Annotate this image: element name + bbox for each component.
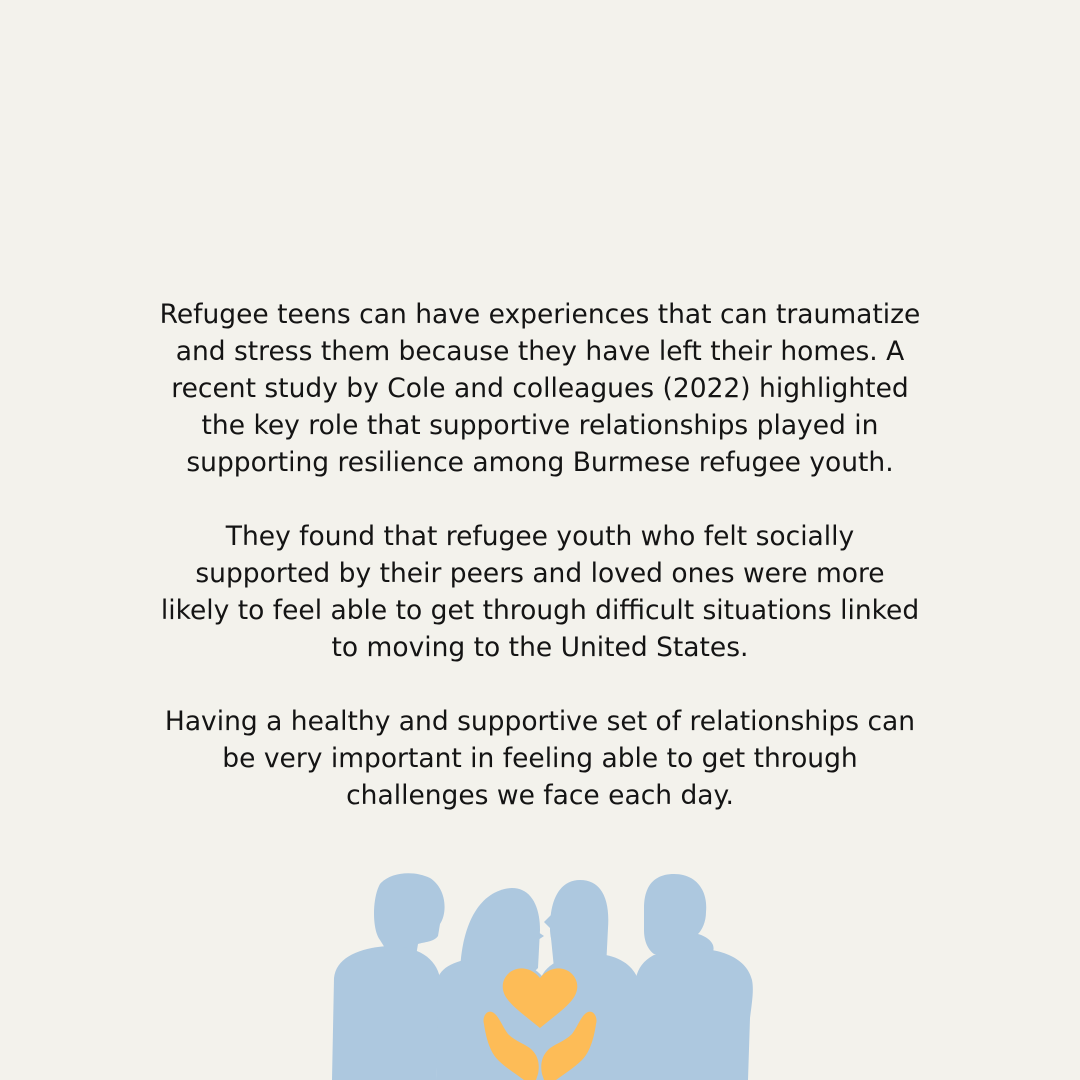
person-4-head	[644, 874, 714, 960]
people-holding-heart-icon	[318, 868, 762, 1080]
person-2-face	[514, 908, 544, 960]
paragraph-findings: They found that refugee youth who felt socially supported by their peers and loved ones were more likely to feel able to get through difficult situations linked to moving to the United States.	[160, 521, 920, 663]
paragraph-conclusion: Having a healthy and supportive set of relationships can be very important in feeling able to get through challenges we face each day.	[164, 706, 916, 811]
person-4-body	[634, 948, 753, 1080]
person-1-head	[374, 873, 445, 956]
person-3-face	[544, 914, 574, 956]
paragraph-intro: Refugee teens can have experiences that can traumatize and stress them because they have left their homes. A recent study by Cole and colleagues (2022) highlighted the key role that supportive relationships played in supporting resilience among Burmese refugee youth.	[159, 299, 921, 478]
person-1-body	[332, 946, 440, 1080]
body-text	[100, 296, 980, 814]
